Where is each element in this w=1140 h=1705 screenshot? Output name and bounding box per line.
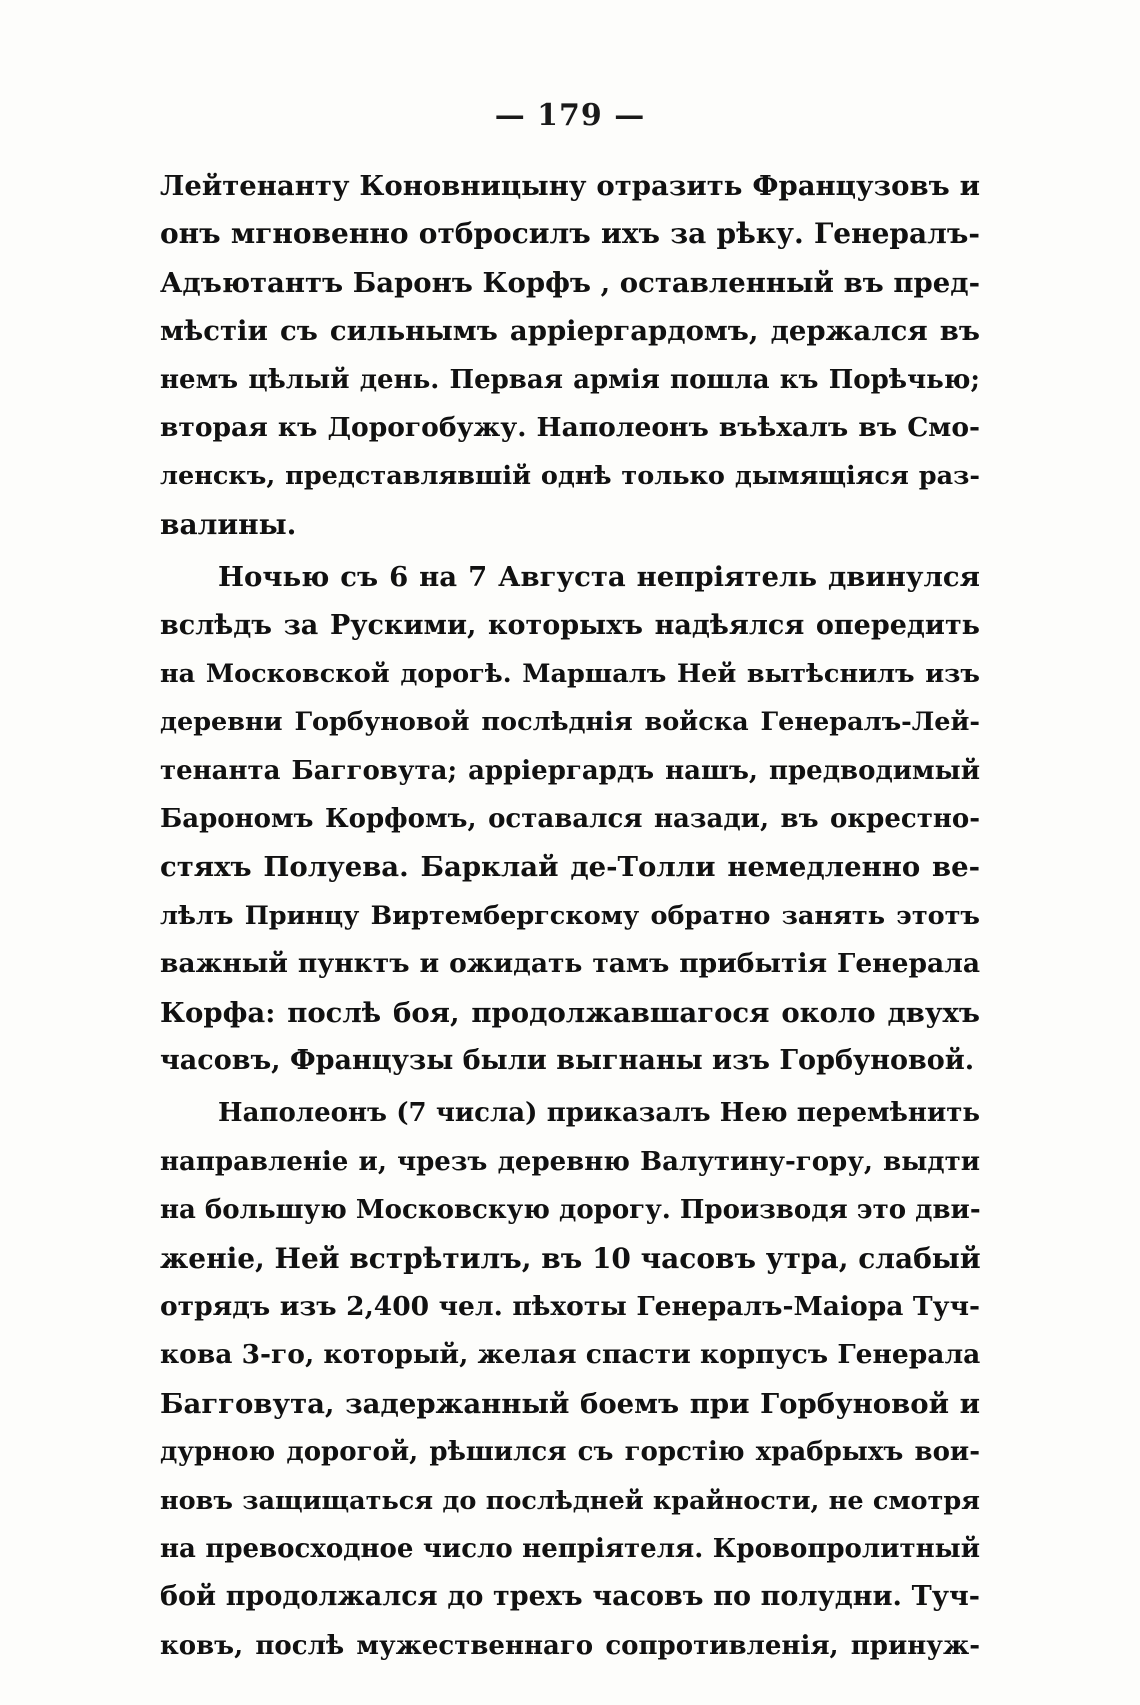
text-line: мѣстіи съ сильнымъ арріергардомъ, держался въ — [160, 315, 980, 348]
text-line: направленіе и, чрезъ деревню Валутину-гору, выдти — [160, 1146, 980, 1177]
text-line: ковъ, послѣ мужественнаго сопротивленія, принуж- — [160, 1630, 980, 1661]
text-line: бой продолжался до трехъ часовъ по полудни. Туч- — [160, 1581, 980, 1613]
text-line: Лейтенанту Коновницыну отразить Французовъ и — [160, 170, 980, 202]
text-line: женіе, Ней встрѣтилъ, въ 10 часовъ утра, слабый — [160, 1241, 981, 1275]
text-line: лѣлъ Принцу Виртембергскому обратно занять этотъ — [160, 900, 980, 931]
text-line: Корфа: послѣ боя, продолжавшагося около двухъ — [160, 996, 980, 1029]
text-line: Багговута, задержанный боемъ при Горбуновой и — [160, 1387, 980, 1420]
text-line: новъ защищаться до послѣдней крайности, не смотря — [160, 1485, 980, 1516]
text-line: важный пунктъ и ожидать тамъ прибытія Генерала — [160, 948, 980, 980]
text-line: тенанта Багговута; арріергардъ нашъ, предводимый — [160, 755, 980, 786]
text-line: на большую Московскую дорогу. Производя это дви- — [160, 1195, 981, 1226]
text-line: на превосходное число непріятеля. Кровопролитный — [160, 1533, 980, 1564]
text-line: валины. — [160, 507, 297, 541]
text-line: часовъ, Французы были выгнаны изъ Горбуновой. — [160, 1045, 975, 1077]
text-line: немъ цѣлый день. Первая армія пошла къ Порѣчью; — [160, 364, 980, 395]
text-line: кова 3-го, который, желая спасти корпусъ Генерала — [160, 1339, 981, 1371]
text-line: отрядъ изъ 2,400 чел. пѣхоты Генералъ-Маіора Туч- — [160, 1290, 980, 1322]
text-line: Адъютантъ Баронъ Корфъ , оставленный въ пред- — [160, 266, 980, 299]
body-text — [160, 162, 980, 1670]
text-line: вторая къ Дорогобужу. Наполеонъ въѣхалъ въ Смо- — [160, 411, 980, 443]
text-line: дурною дорогой, рѣшился съ горстію храбрыхъ вои- — [160, 1437, 980, 1468]
text-line: вслѣдъ за Рускими, которыхъ надѣялся опередить — [160, 609, 980, 641]
text-line: деревни Горбуновой послѣднія войска Генералъ-Лей- — [160, 707, 980, 738]
text-line: Барономъ Корфомъ, оставался назади, въ окрестно- — [160, 804, 980, 835]
text-line: стяхъ Полуева. Барклай де-Толли немедленно ве- — [160, 851, 980, 884]
text-line: онъ мгновенно отбросилъ ихъ за рѣку. Генералъ- — [160, 217, 980, 251]
page-number: — 179 — — [494, 98, 646, 133]
paragraph-start-line: Наполеонъ (7 числа) приказалъ Нею перемѣнить — [218, 1098, 980, 1129]
text-line: на Московской дорогѣ. Маршалъ Ней вытѣснилъ изъ — [160, 658, 980, 689]
paragraph-start-line: Ночью съ 6 на 7 Августа непріятель двинулся — [218, 561, 980, 594]
text-line: ленскъ, представлявшій однѣ только дымящіяся раз- — [160, 461, 980, 492]
